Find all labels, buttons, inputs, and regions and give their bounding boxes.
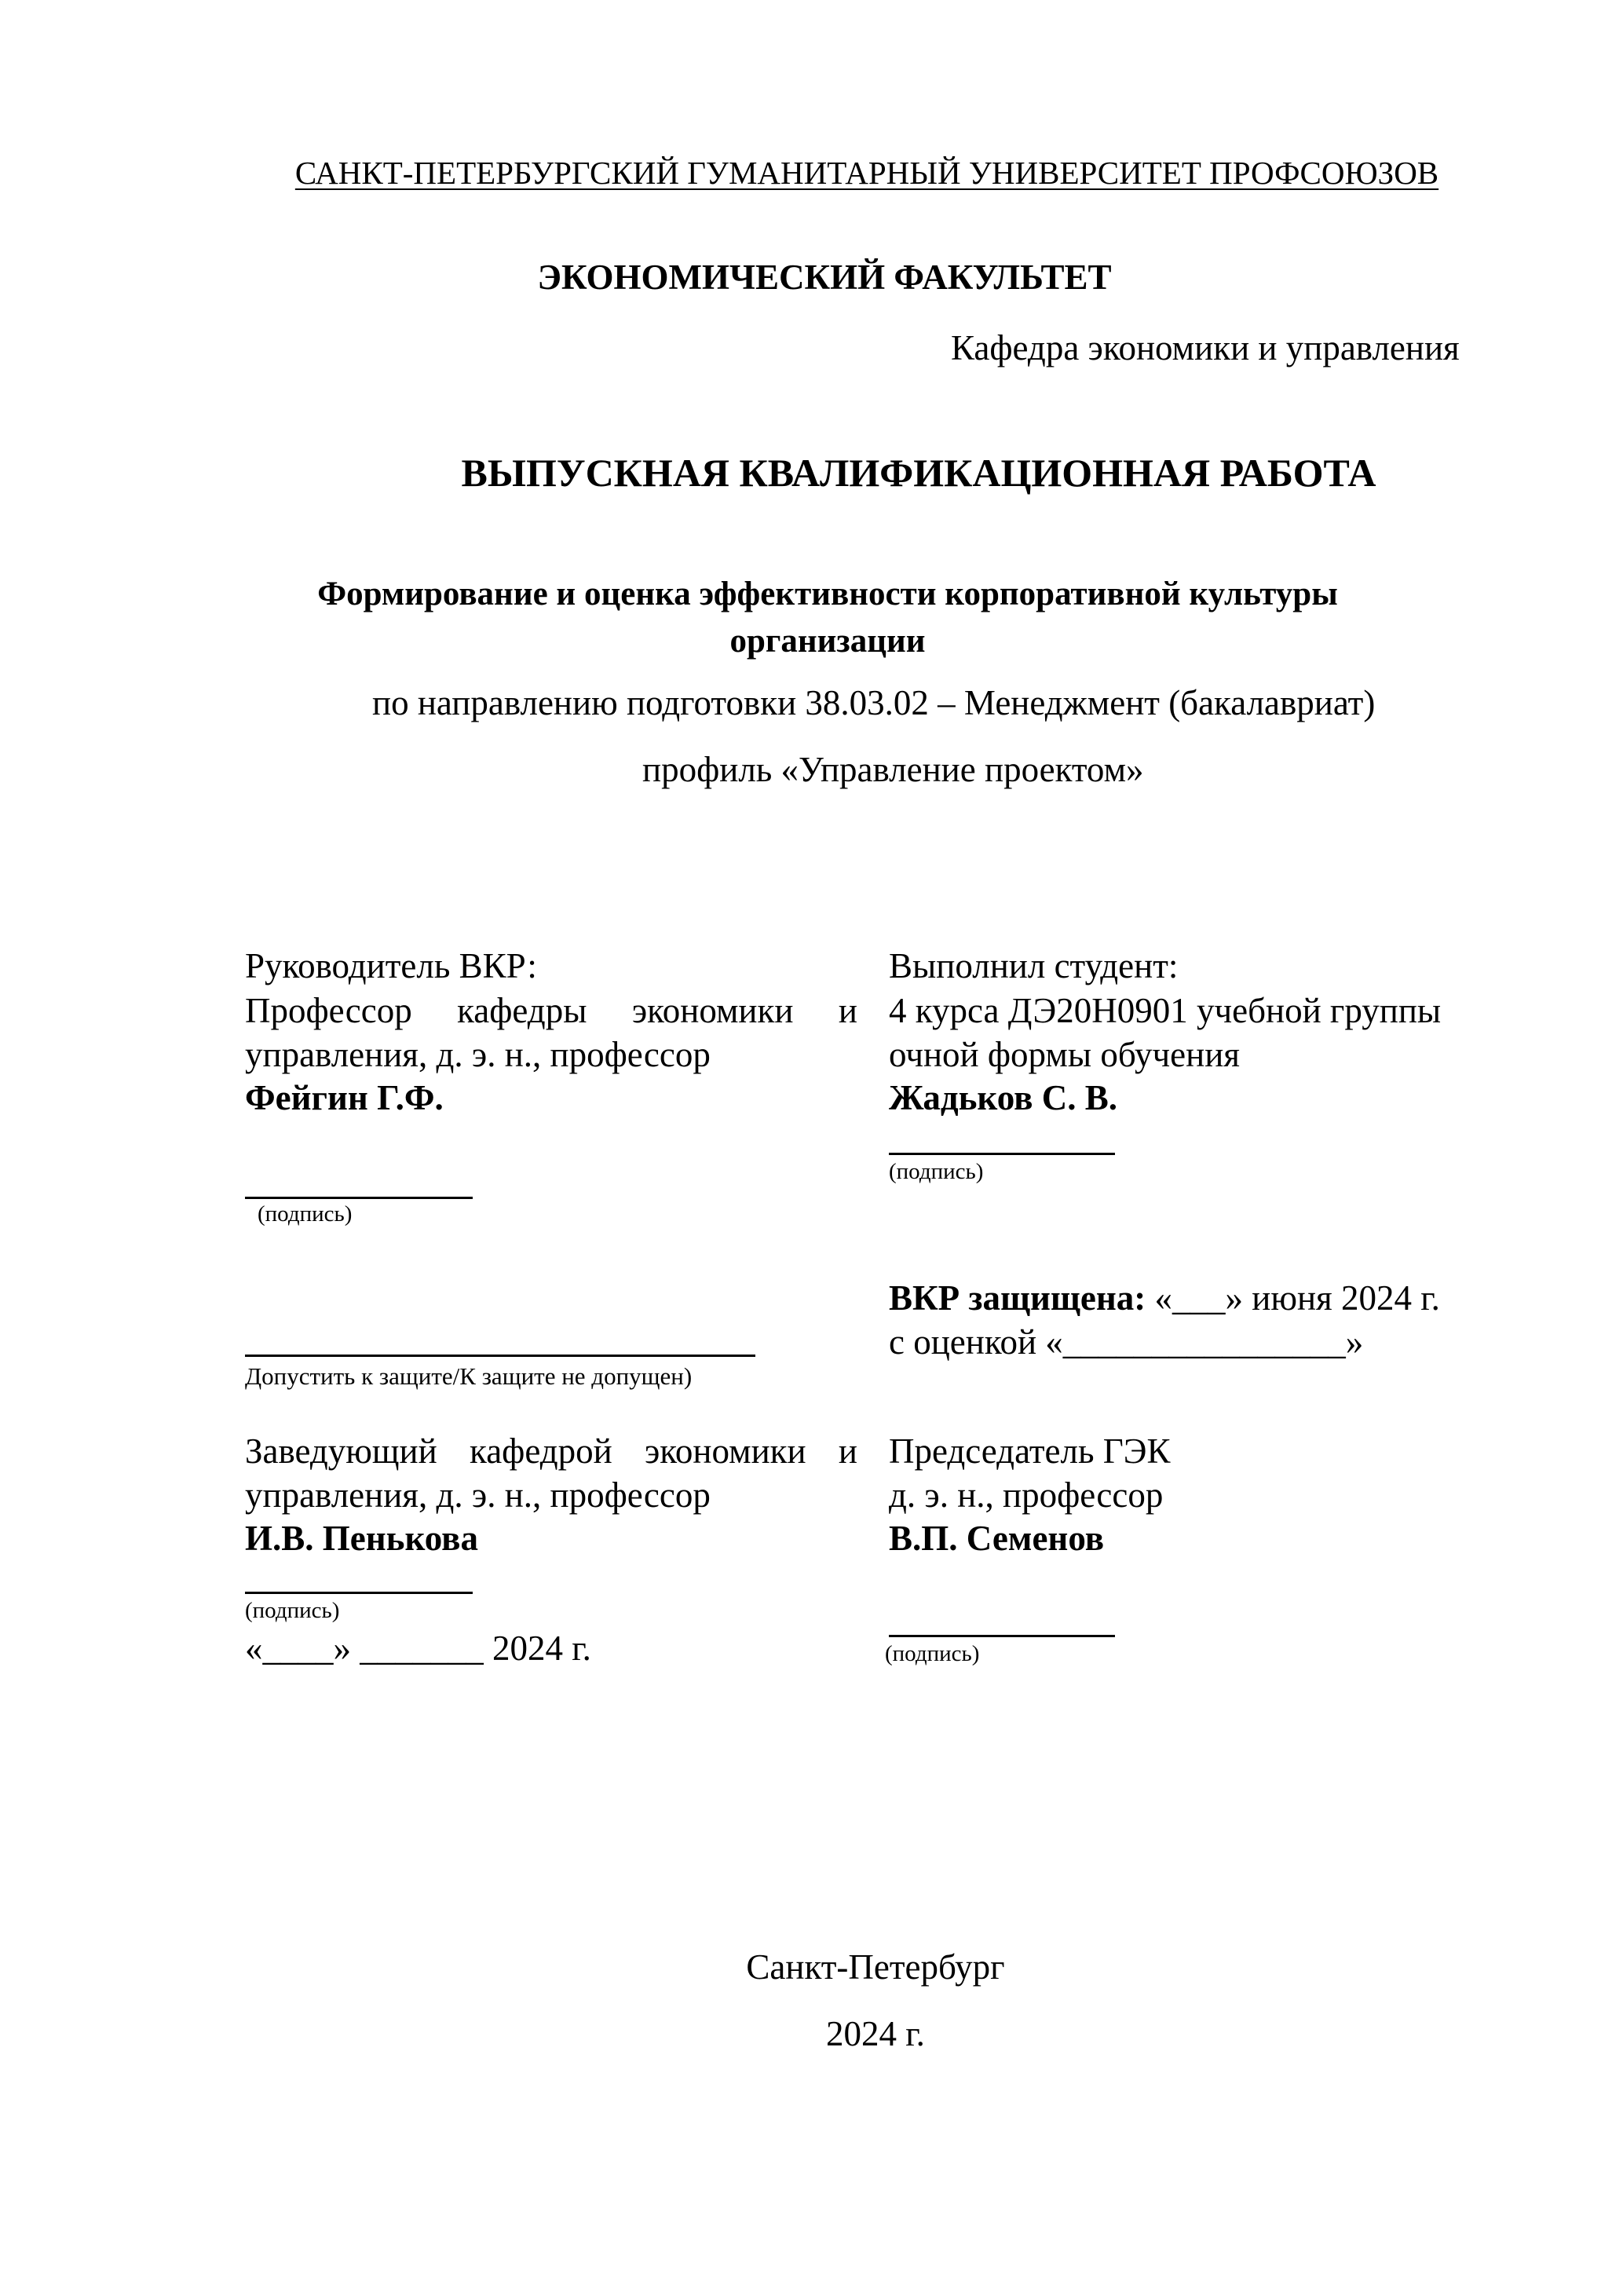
chairman-signature-line (889, 1635, 1115, 1637)
student-name: Жадьков С. В. (889, 1078, 1117, 1117)
supervisor-position-word: кафедры (457, 991, 587, 1030)
chairman-degree: д. э. н., профессор (889, 1475, 1164, 1515)
work-type: ВЫПУСКНАЯ КВАЛИФИКАЦИОННАЯ РАБОТА (461, 451, 1376, 495)
defense-date: «___» июня 2024 г. (1154, 1278, 1440, 1318)
topic-line-2: организации (729, 623, 926, 660)
head-signature-line (245, 1592, 473, 1594)
defense-grade: с оценкой «________________» (889, 1322, 1364, 1362)
supervisor-position-line-1 (245, 993, 857, 1029)
footer-city: Санкт-Петербург (746, 1947, 1005, 1987)
head-name: И.В. Пенькова (245, 1519, 478, 1558)
head-title-word: и (838, 1431, 857, 1471)
supervisor-position-word: и (838, 991, 857, 1030)
head-signature-caption: (подпись) (245, 1598, 340, 1623)
defense-line (889, 1278, 1440, 1318)
chairman-signature-caption: (подпись) (885, 1641, 980, 1666)
footer-year: 2024 г. (826, 2014, 925, 2053)
supervisor-signature-caption: (подпись) (258, 1201, 353, 1227)
admission-decision-line (245, 1355, 755, 1357)
topic-line-1: Формирование и оценка эффективности корпоративной культуры (317, 576, 1338, 612)
student-signature-caption: (подпись) (889, 1159, 984, 1184)
head-title-line-2: управления, д. э. н., профессор (245, 1475, 711, 1515)
profile-line: профиль «Управление проектом» (642, 750, 1144, 789)
chairman-title: Председатель ГЭК (889, 1431, 1171, 1471)
supervisor-signature-line (245, 1197, 473, 1199)
head-title-word: экономики (644, 1431, 806, 1471)
defense-label: ВКР защищена: (889, 1278, 1146, 1318)
admission-caption: Допустить к защите/К защите не допущен) (245, 1362, 693, 1390)
supervisor-position-word: экономики (631, 991, 794, 1030)
chairman-name: В.П. Семенов (889, 1519, 1105, 1558)
student-form-line: очной формы обучения (889, 1035, 1240, 1074)
head-title-line-1 (245, 1431, 857, 1471)
head-title-word: кафедрой (470, 1431, 612, 1471)
department-name: Кафедра экономики и управления (951, 328, 1460, 367)
supervisor-label: Руководитель ВКР: (245, 946, 537, 985)
supervisor-position-line-2: управления, д. э. н., профессор (245, 1035, 711, 1074)
head-date: «____» _______ 2024 г. (245, 1629, 591, 1668)
student-signature-line (889, 1153, 1115, 1155)
faculty-name: ЭКОНОМИЧЕСКИЙ ФАКУЛЬТЕТ (537, 258, 1112, 297)
university-name: САНКТ-ПЕТЕРБУРГСКИЙ ГУМАНИТАРНЫЙ УНИВЕРСИТЕТ ПРОФСОЮЗОВ (294, 155, 1439, 191)
supervisor-position-word: Профессор (245, 991, 412, 1030)
student-label: Выполнил студент: (889, 946, 1179, 985)
head-title-word: Заведующий (245, 1431, 437, 1471)
direction-line: по направлению подготовки 38.03.02 – Менеджмент (бакалавриат) (372, 683, 1376, 722)
supervisor-name: Фейгин Г.Ф. (245, 1078, 444, 1117)
student-course-line: 4 курса ДЭ20Н0901 учебной группы (889, 991, 1442, 1030)
